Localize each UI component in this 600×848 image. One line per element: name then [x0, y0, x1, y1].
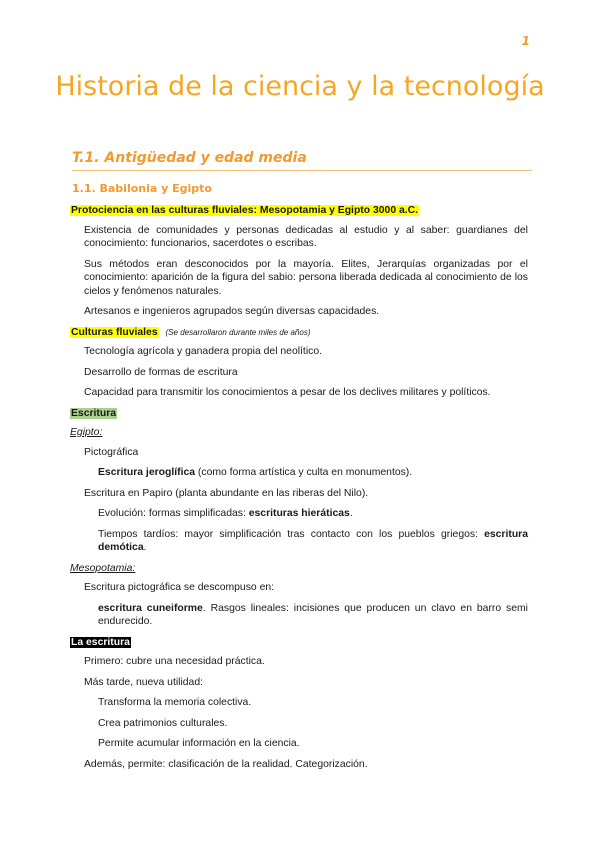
tardios-text: Tiempos tardíos: mayor simplificación tras contacto con los pueblos griegos:: [98, 528, 485, 540]
hieraticas-term: escrituras hieráticas: [248, 508, 350, 519]
la-escritura-subitem: Crea patrimonios culturales.: [98, 717, 228, 729]
evolucion-end: .: [349, 508, 353, 519]
la-escritura-heading: La escritura: [71, 636, 130, 648]
protociencia-heading-line: [70, 204, 528, 218]
culturas-paragraph: Capacidad para transmitir los conocimientos a pesar de los declives militares y políticos.: [84, 387, 491, 398]
cuneiforme-term: escritura cuneiforme: [98, 602, 203, 614]
culturas-heading-line: [70, 326, 528, 340]
jeroglifica-line: [70, 466, 528, 480]
document-body: [70, 204, 528, 778]
section-heading: 1.1. Babilonia y Egipto: [72, 182, 212, 195]
escritura-heading: Escritura: [71, 407, 117, 419]
cuneiforme-text: . Rasgos lineales: incisiones que producen un clavo en barro semi endurecido.: [98, 602, 528, 627]
evolucion-line: [70, 507, 528, 521]
la-escritura-item: Primero: cubre una necesidad práctica.: [84, 656, 265, 667]
descompuso-line: Escritura pictográfica se descompuso en:: [84, 582, 275, 593]
protociencia-paragraph: Artesanos e ingenieros agrupados según diversas capacidades.: [84, 306, 380, 317]
la-escritura-item: Más tarde, nueva utilidad:: [84, 676, 203, 688]
protociencia-heading: Protociencia en las culturas fluviales: Mesopotamia y Egipto 3000 a.C.: [71, 205, 419, 216]
la-escritura-subitem: Transforma la memoria colectiva.: [98, 697, 252, 708]
tardios-end: .: [143, 542, 147, 553]
protociencia-paragraph: Sus métodos eran desconocidos por la mayoría. Elites, Jerarquías organizadas por el conocimiento: aparición de la figura del sabio: persona liberada dedicada al conocimiento de los cielos y fenómenos naturales.: [84, 258, 528, 297]
tardios-line: [70, 528, 528, 555]
culturas-note: (Se desarrollaron durante miles de años): [165, 327, 311, 337]
culturas-heading: Culturas fluviales: [71, 326, 158, 338]
document-title: Historia de la ciencia y la tecnología: [55, 71, 545, 102]
evolucion-text: Evolución: formas simplificadas:: [98, 508, 249, 519]
la-escritura-item: Además, permite: clasificación de la realidad. Categorización.: [84, 758, 368, 770]
mesopotamia-subheading: Mesopotamia:: [70, 562, 136, 574]
culturas-paragraph: Tecnología agrícola y ganadera propia del neolítico.: [84, 346, 322, 357]
egipto-subheading: Egipto:: [70, 427, 103, 438]
culturas-paragraph: Desarrollo de formas de escritura: [84, 366, 238, 378]
papiro-line: Escritura en Papiro (planta abundante en las riberas del Nilo).: [84, 487, 369, 499]
chapter-heading: T.1. Antigüedad y edad media: [72, 150, 532, 171]
la-escritura-subitem: Permite acumular información en la ciencia.: [98, 738, 300, 749]
page-number: 1: [521, 34, 530, 48]
jeroglifica-term: Escritura jeroglífica: [98, 467, 196, 478]
pictografica-line: Pictográfica: [84, 446, 139, 458]
la-escritura-heading-line: [70, 636, 528, 650]
jeroglifica-text: (como forma artística y culta en monumentos).: [195, 467, 413, 478]
protociencia-paragraph: Existencia de comunidades y personas dedicadas al estudio y al saber: guardianes del conocimiento: funcionarios, sacerdotes o escribas.: [84, 224, 528, 249]
demotica-term: escritura demótica: [98, 528, 528, 553]
escritura-heading-line: [70, 407, 528, 421]
cuneiforme-line: [70, 602, 528, 629]
